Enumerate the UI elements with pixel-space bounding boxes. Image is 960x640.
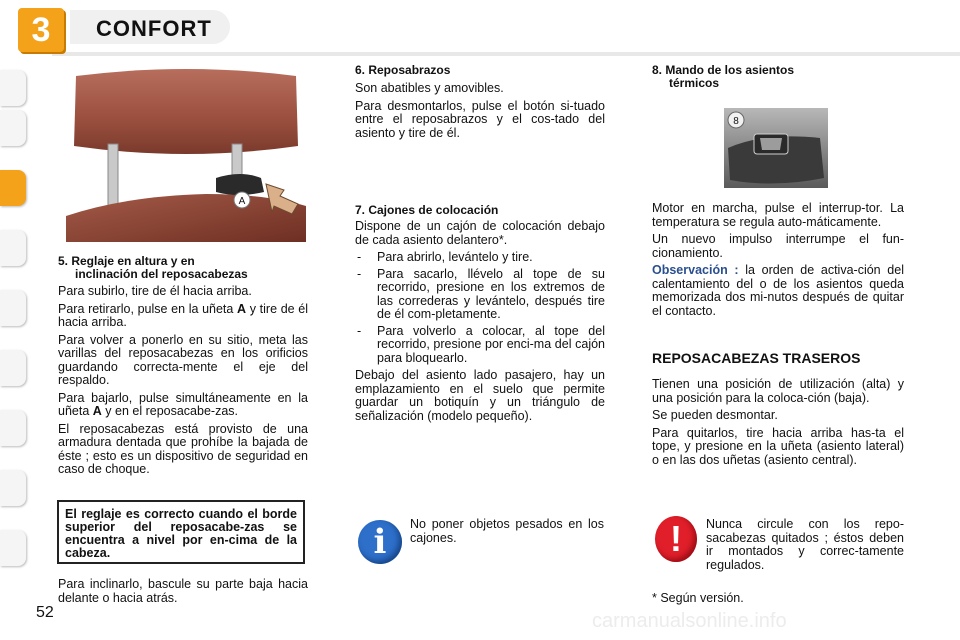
side-tab-7[interactable] bbox=[0, 410, 26, 446]
list-item bbox=[355, 268, 605, 322]
section-7-list bbox=[355, 251, 605, 365]
switch-label-8: 8 bbox=[733, 116, 739, 127]
alert-note: Nunca circule con los repo-sacabezas quitados ; éstos deben ir montados y correc-tamente regulados. bbox=[706, 517, 904, 572]
text-run: y tire de él hacia arriba. bbox=[58, 301, 308, 329]
paragraph: El reposacabezas está provisto de una armadura dentada que prohíbe la bajada de éste ; esto es un dispositivo de seguridad en caso de choque. bbox=[58, 421, 308, 476]
rear-headrests-heading: REPOSACABEZAS TRASEROS bbox=[652, 350, 861, 366]
observation-label: Observación : bbox=[652, 263, 739, 277]
side-tab-8[interactable] bbox=[0, 470, 26, 506]
paragraph: Tienen una posición de utilización (alta) y una posición para la coloca-ción (baja). bbox=[652, 377, 904, 405]
list-item bbox=[355, 251, 605, 265]
header-rule bbox=[52, 52, 960, 56]
list-item-text: Para sacarlo, llévelo al tope de su recorrido, presione en los extremos de las correderas y levántelo, después tire de él com-pletamente. bbox=[377, 266, 605, 321]
section-5-heading-line1: 5. Reglaje en altura y en bbox=[58, 254, 195, 268]
section-8-heading bbox=[652, 64, 902, 90]
info-icon: i bbox=[358, 520, 402, 564]
paragraph: Para desmontarlos, pulse el botón si-tuado entre el reposabrazos y el cos-tado del asiento y tire de él. bbox=[355, 98, 605, 140]
list-dash: - bbox=[357, 323, 362, 338]
side-tab-9[interactable] bbox=[0, 530, 26, 566]
section-7-body bbox=[355, 220, 605, 427]
paragraph: Para subirlo, tire de él hacia arriba. bbox=[58, 284, 252, 298]
paragraph: Motor en marcha, pulse el interrup-tor. La temperatura se regula auto-máticamente. bbox=[652, 201, 904, 229]
paragraph: Son abatibles y amovibles. bbox=[355, 81, 504, 95]
paragraph bbox=[652, 264, 904, 318]
side-tab-3-active[interactable] bbox=[0, 170, 26, 206]
text-run: Para bajarlo, pulse simultáneamente en la uñeta bbox=[58, 390, 308, 418]
chapter-number: 3 bbox=[31, 11, 51, 49]
section-5-body bbox=[58, 285, 308, 481]
section-8-body bbox=[652, 202, 904, 322]
headrest-illustration bbox=[66, 66, 306, 242]
paragraph: Para inclinarlo, bascule su parte baja hacia delante o hacia atrás. bbox=[58, 577, 308, 605]
paragraph: Debajo del asiento lado pasajero, hay un emplazamiento en el suelo que permite guardar un botiquín y un triángulo de señalización (modelo pequeño). bbox=[355, 368, 605, 423]
paragraph: Para volver a ponerlo en su sitio, meta las varillas del reposacabezas en los orificios guardando correcta-mente el eje del respaldo. bbox=[58, 332, 308, 387]
text-run: la orden de activa-ción del calentamiento del o de los asientos queda memorizada dos mi-nutos después de quitar el contacto. bbox=[652, 263, 904, 318]
section-8-heading-line1: 8. Mando de los asientos bbox=[652, 63, 795, 77]
text-run: y en el reposacabe-zas. bbox=[105, 404, 238, 418]
side-tab-2[interactable] bbox=[0, 110, 26, 146]
heated-seat-switch-photo bbox=[724, 108, 828, 188]
tab-a-ref: A bbox=[92, 404, 102, 418]
exclamation-icon: ! bbox=[655, 516, 697, 562]
section-8-heading-line2: térmicos bbox=[669, 76, 720, 90]
warning-box: El reglaje es correcto cuando el borde superior del reposacabe-zas se encuentra a nivel por en-cima de la cabeza. bbox=[57, 500, 305, 564]
rear-headrests-body bbox=[652, 378, 904, 471]
tab-a-ref: A bbox=[237, 301, 247, 316]
side-tab-6[interactable] bbox=[0, 350, 26, 386]
paragraph bbox=[58, 392, 308, 419]
list-item-text: Para volverlo a colocar, al tope del recorrido, presione por enci-ma del cajón para bloquearlo. bbox=[377, 323, 605, 365]
list-dash: - bbox=[357, 266, 362, 281]
text-run: Para retirarlo, pulse en la uñeta bbox=[58, 301, 234, 316]
list-item bbox=[355, 325, 605, 366]
paragraph bbox=[58, 303, 308, 330]
section-6-body bbox=[355, 82, 605, 144]
list-dash: - bbox=[357, 250, 362, 264]
section-5-heading bbox=[58, 255, 308, 281]
info-note: No poner objetos pesados en los cajones. bbox=[410, 517, 604, 545]
watermark: carmanualsonline.info bbox=[592, 610, 787, 632]
section-7-heading: 7. Cajones de colocación bbox=[355, 203, 499, 217]
paragraph: Se pueden desmontar. bbox=[652, 408, 778, 422]
section-5-footer bbox=[58, 578, 308, 609]
list-item-text: Para abrirlo, levántelo y tire. bbox=[377, 250, 533, 264]
side-tab-1[interactable] bbox=[0, 70, 26, 106]
page-number: 52 bbox=[36, 604, 54, 621]
side-tab-4[interactable] bbox=[0, 230, 26, 266]
section-5-heading-line2: inclinación del reposacabezas bbox=[75, 267, 248, 281]
paragraph: Dispone de un cajón de colocación debajo de cada asiento delantero*. bbox=[355, 219, 605, 247]
page-title: CONFORT bbox=[96, 16, 212, 41]
side-tab-5[interactable] bbox=[0, 290, 26, 326]
paragraph: Un nuevo impulso interrumpe el fun-cionamiento. bbox=[652, 232, 904, 260]
headrest-label-a: A bbox=[238, 196, 246, 207]
footnote: * Según versión. bbox=[652, 591, 744, 605]
paragraph: Para quitarlos, tire hacia arriba has-ta el tope, y presione en la uñeta (asiento lateral) o en las dos uñetas (asiento central). bbox=[652, 425, 904, 467]
section-6-heading: 6. Reposabrazos bbox=[355, 63, 451, 77]
